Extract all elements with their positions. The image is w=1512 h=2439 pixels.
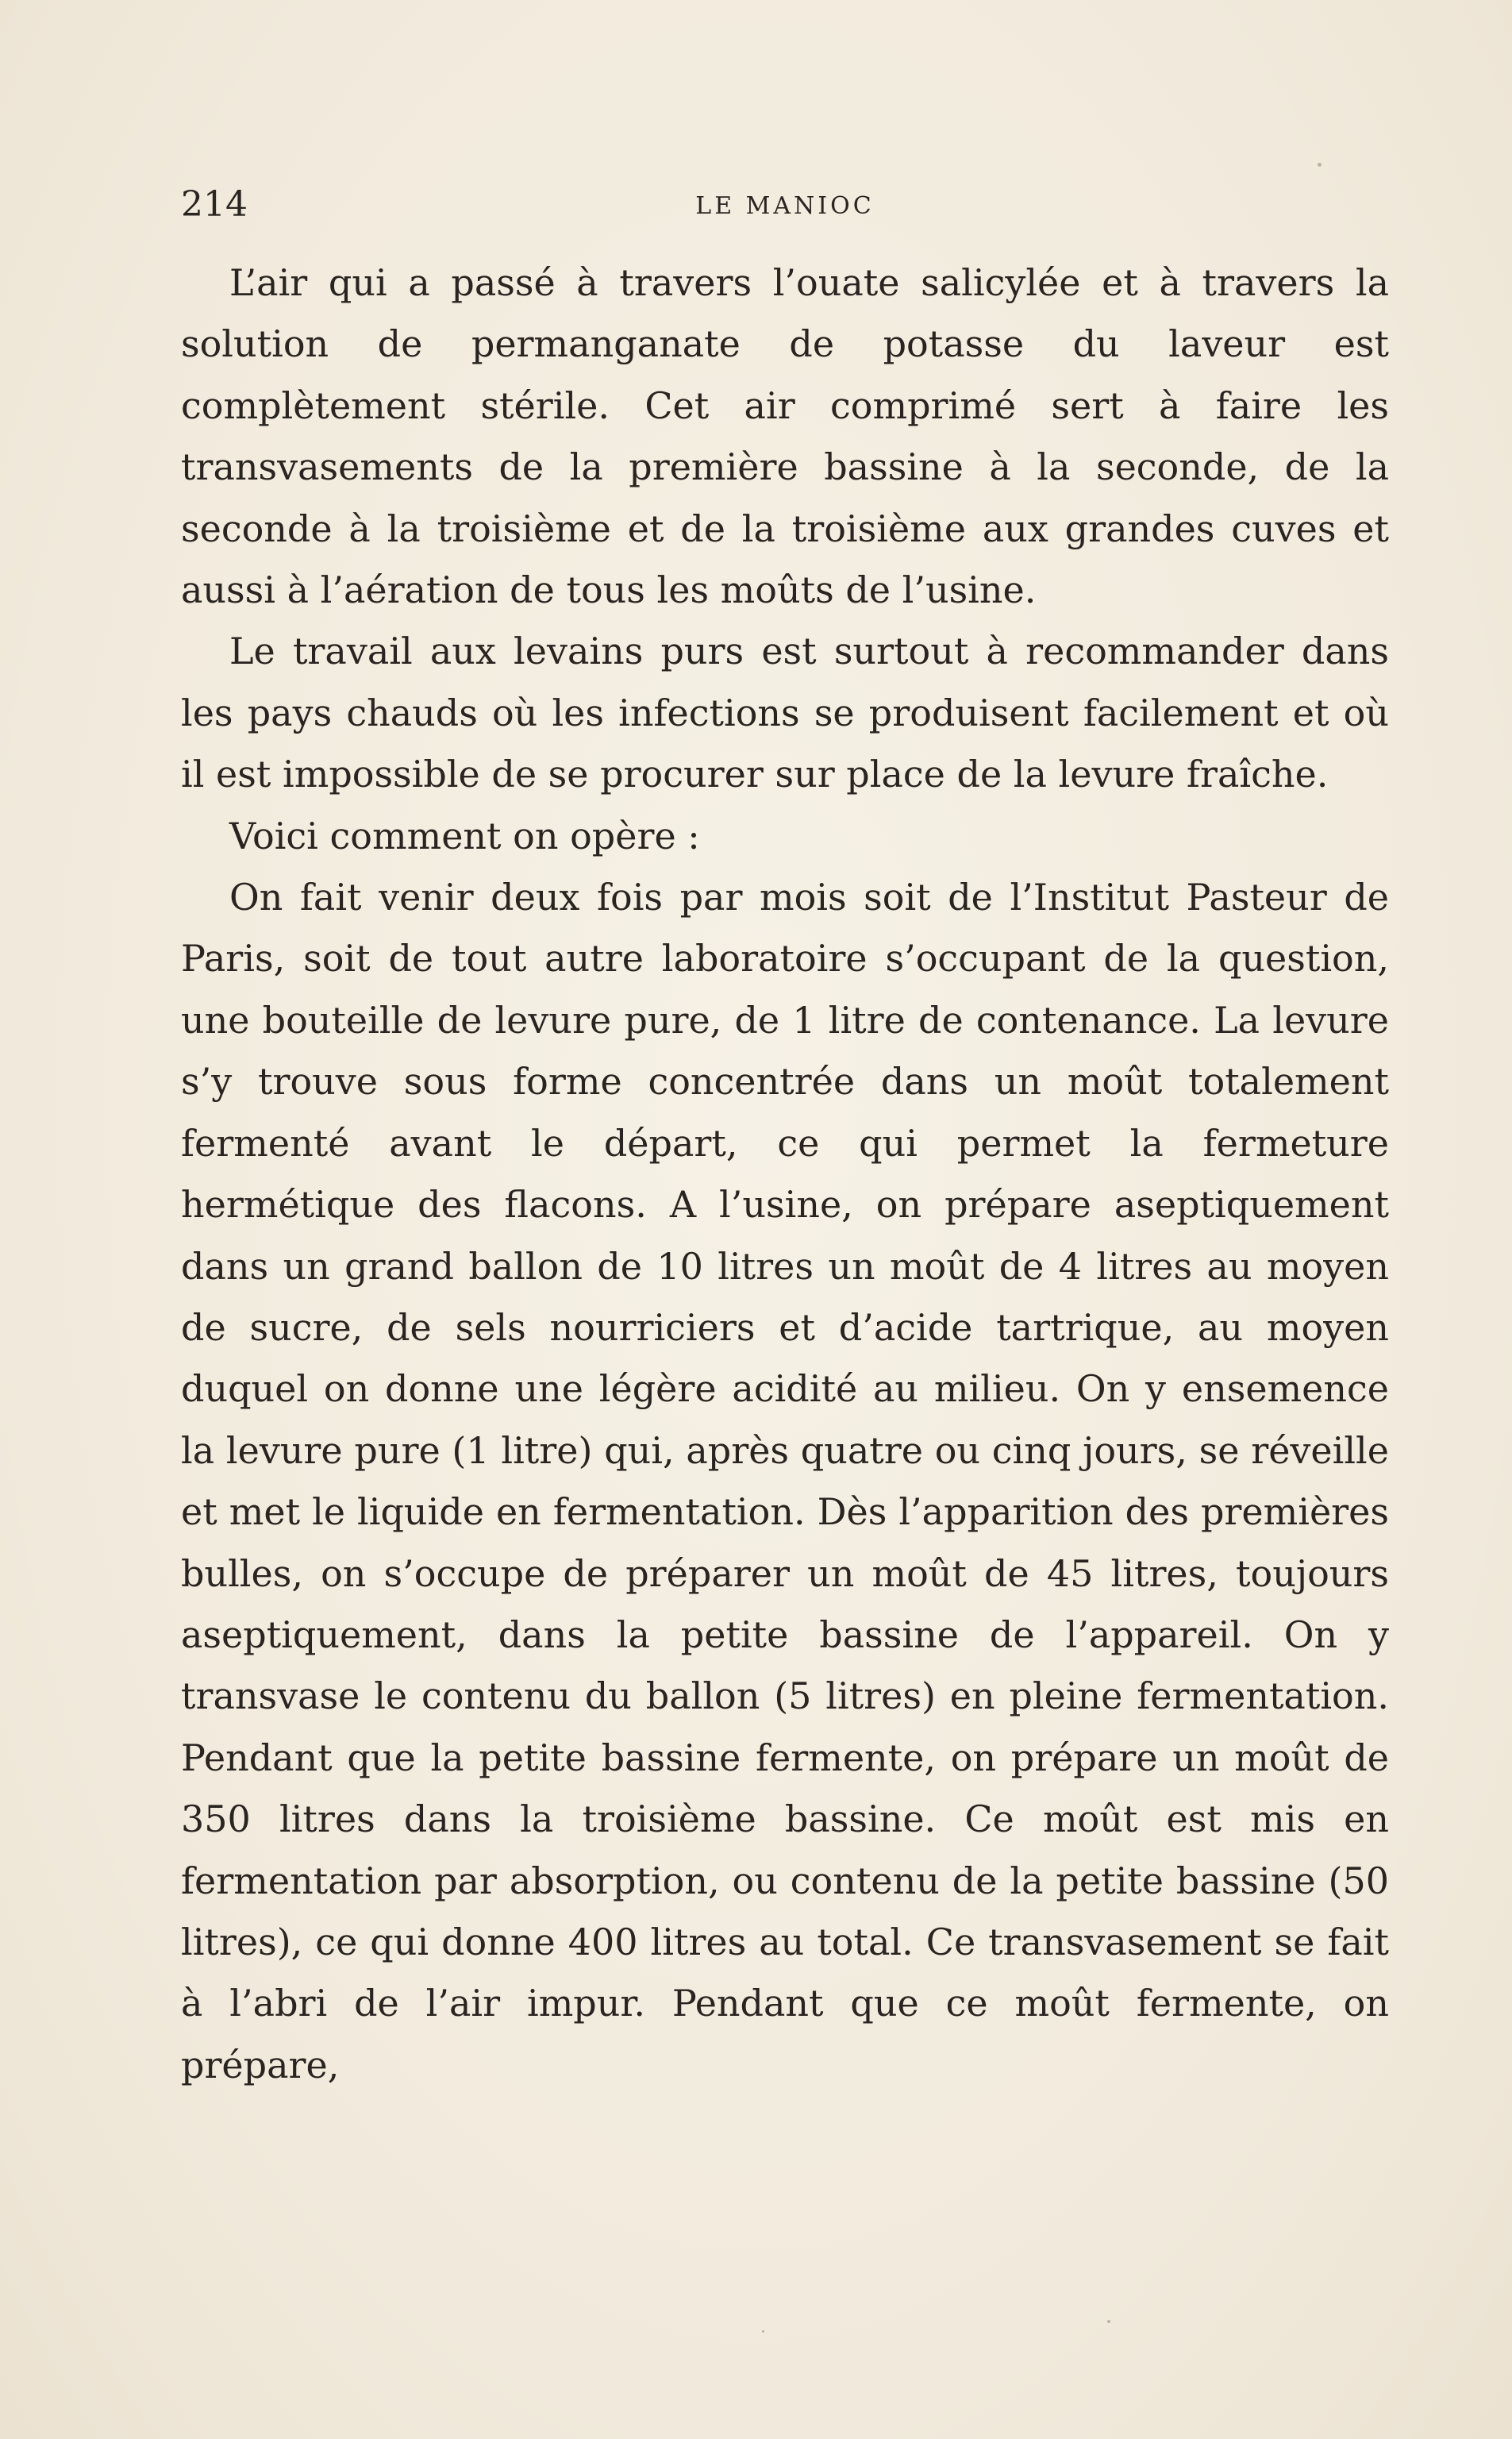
- paragraph-hot-countries: Le travail aux levains purs est surtout à recommander dans les pays chauds où les infections se produisent facilement et où il est impossible de se procurer sur place de la levure fraîche.: [181, 630, 1389, 796]
- paper-speck: [1318, 163, 1322, 167]
- paper-speck: [762, 2330, 764, 2333]
- paragraph-procedure-intro: Voici comment on opère :: [229, 814, 700, 857]
- paragraph-procedure: On fait venir deux fois par mois soit de l’Institut Pasteur de Paris, soit de tout autre laboratoire s’occupant de la question, une bouteille de levure pure, de 1 litre de contenance. La levure s’y trouve sous forme concentrée dans un moût totalement fermenté avant le départ, ce qui permet la fermeture hermétique des flacons. A l’usine, on prépare aseptiquement dans un grand ballon de 10 litres un moût de 4 litres au moyen de sucre, de sels nourriciers et d’acide tartrique, au moyen duquel on donne une légère acidité au milieu. On y ensemence la levure pure (1 litre) qui, après quatre ou cinq jours, se réveille et met le liquide en fermentation. Dès l’apparition des premières bulles, on s’occupe de préparer un moût de 45 litres, toujours aseptiquement, dans la petite bassine de l’appareil. On y transvase le contenu du ballon (5 litres) en pleine fermentation. Pendant que la petite bassine fermente, on prépare un moût de 350 litres dans la troisième bassine. Ce moût est mis en fermentation par absorption, ou contenu de la petite bassine (50 litres), ce qui donne 400 litres au total. Ce transvasement se fait à l’abri de l’air impur. Pendant que ce moût fermente, on prépare,: [181, 876, 1389, 2086]
- paper-speck: [1107, 2320, 1110, 2323]
- page-header: [181, 181, 1389, 229]
- page-number: 214: [181, 184, 248, 225]
- body-text: [181, 252, 1389, 2096]
- paragraph-sterile-air: L’air qui a passé à travers l’ouate salicylée et à travers la solution de permanganate de potasse du laveur est complètement stérile. Cet air comprimé sert à faire les transvasements de la première bassine à la seconde, de la seconde à la troisième et de la troisième aux grandes cuves et aussi à l’aération de tous les moûts de l’usine.: [181, 261, 1389, 612]
- running-title: LE MANIOC: [695, 192, 875, 220]
